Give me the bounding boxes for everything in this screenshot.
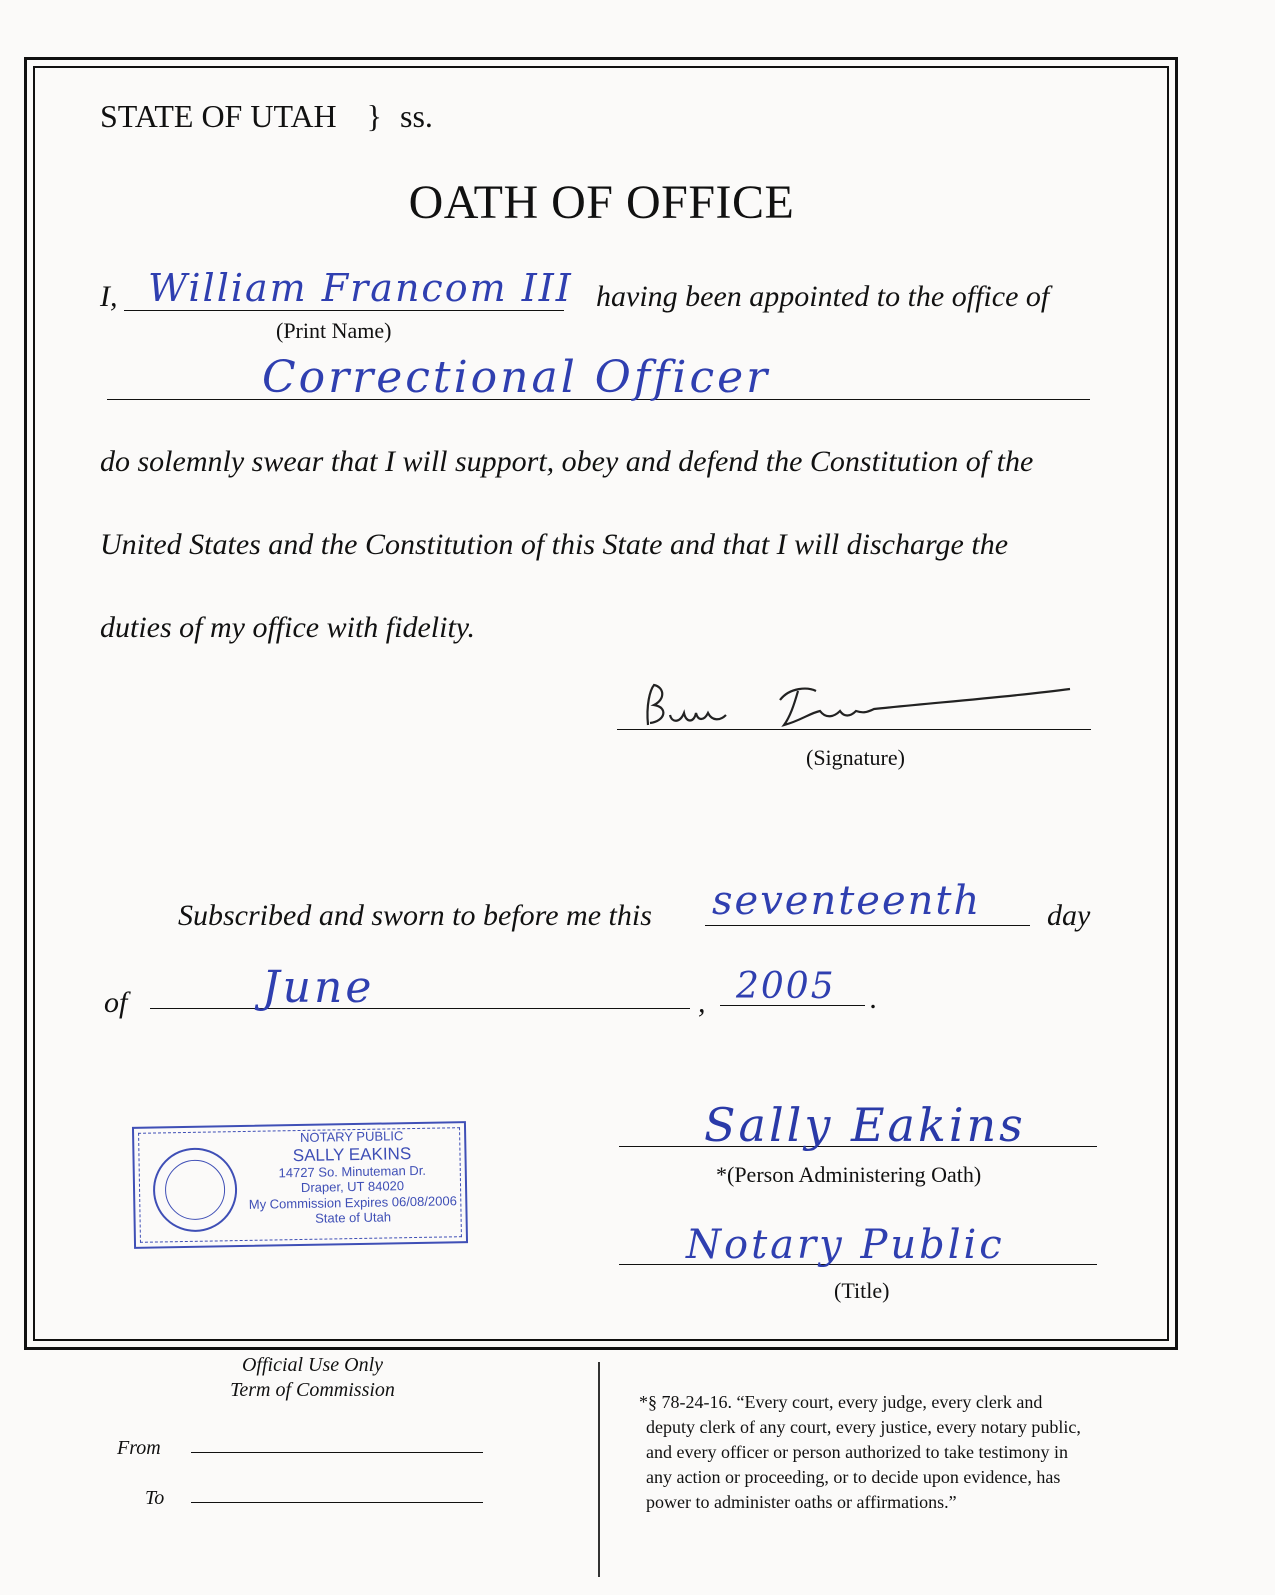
officer-signature-mark — [630, 675, 1080, 735]
from-underline — [191, 1452, 483, 1453]
print-name-label: (Print Name) — [276, 318, 392, 343]
title-label: (Title) — [834, 1278, 890, 1303]
stamp-line-1: NOTARY PUBLIC — [299, 1128, 404, 1145]
stamp-text — [244, 1127, 461, 1227]
from-label: From — [117, 1437, 161, 1459]
month-value: June — [262, 962, 375, 1013]
oath-body-line-3: duties of my office with fidelity. — [100, 611, 475, 644]
statute-note — [639, 1390, 1081, 1515]
signature-underline — [617, 729, 1091, 730]
oath-body-line-1: do solemnly swear that I will support, obey and defend the Constitution of the — [100, 445, 1034, 478]
name-underline — [124, 310, 564, 311]
day-underline — [705, 925, 1030, 926]
state-label: STATE OF UTAH — [100, 98, 337, 134]
to-label: To — [145, 1487, 165, 1509]
statute-line-2: deputy clerk of any court, every justice, every notary public, — [646, 1417, 1081, 1437]
office-value: Correctional Officer — [262, 352, 771, 403]
stamp-line-5: My Commission Expires 06/08/2006 — [248, 1192, 457, 1212]
statute-line-1: *§ 78-24-16. “Every court, every judge, every clerk and — [639, 1392, 1043, 1412]
day-label: day — [1047, 899, 1091, 932]
stamp-line-6: State of Utah — [314, 1209, 392, 1226]
statute-line-4: any action or proceeding, or to decide upon evidence, has — [646, 1467, 1061, 1487]
ss-label: ss. — [400, 98, 433, 134]
printed-name-value: William Francom III — [148, 266, 573, 310]
stamp-line-4: Draper, UT 84020 — [300, 1178, 405, 1195]
year-value: 2005 — [736, 966, 836, 1007]
sworn-text: Subscribed and sworn to before me this — [178, 899, 652, 932]
statute-line-3: and every officer or person authorized to take testimony in — [646, 1442, 1069, 1462]
date-comma: , — [698, 986, 706, 1019]
date-period: . — [870, 982, 878, 1015]
venue-brace: } — [366, 98, 383, 134]
footer-divider — [598, 1362, 600, 1577]
signature-label: (Signature) — [806, 745, 905, 770]
month-underline — [150, 1008, 690, 1009]
document-title: OATH OF OFFICE — [408, 176, 795, 229]
official-use-label: Official Use Only — [241, 1354, 384, 1376]
day-value: seventeenth — [712, 878, 982, 924]
appointment-text: having been appointed to the office of — [596, 280, 1050, 313]
venue-header — [100, 98, 433, 135]
stamp-line-3: 14727 So. Minuteman Dr. — [278, 1162, 427, 1180]
statute-line-5: power to administer oaths or affirmations.” — [646, 1492, 957, 1512]
oath-prefix: I, — [100, 280, 118, 313]
administrator-label: *(Person Administering Oath) — [716, 1162, 982, 1187]
notary-stamp — [132, 1121, 468, 1249]
oath-body-line-2: United States and the Constitution of this State and that I will discharge the — [100, 528, 1009, 561]
stamp-line-2: SALLY EAKINS — [292, 1143, 412, 1165]
term-label: Term of Commission — [230, 1379, 395, 1401]
seal-emblem — [165, 1159, 226, 1220]
of-label: of — [104, 986, 128, 1019]
to-underline — [191, 1502, 483, 1503]
administrator-signature: Sally Eakins — [704, 1098, 1026, 1152]
title-value: Notary Public — [686, 1222, 1005, 1268]
